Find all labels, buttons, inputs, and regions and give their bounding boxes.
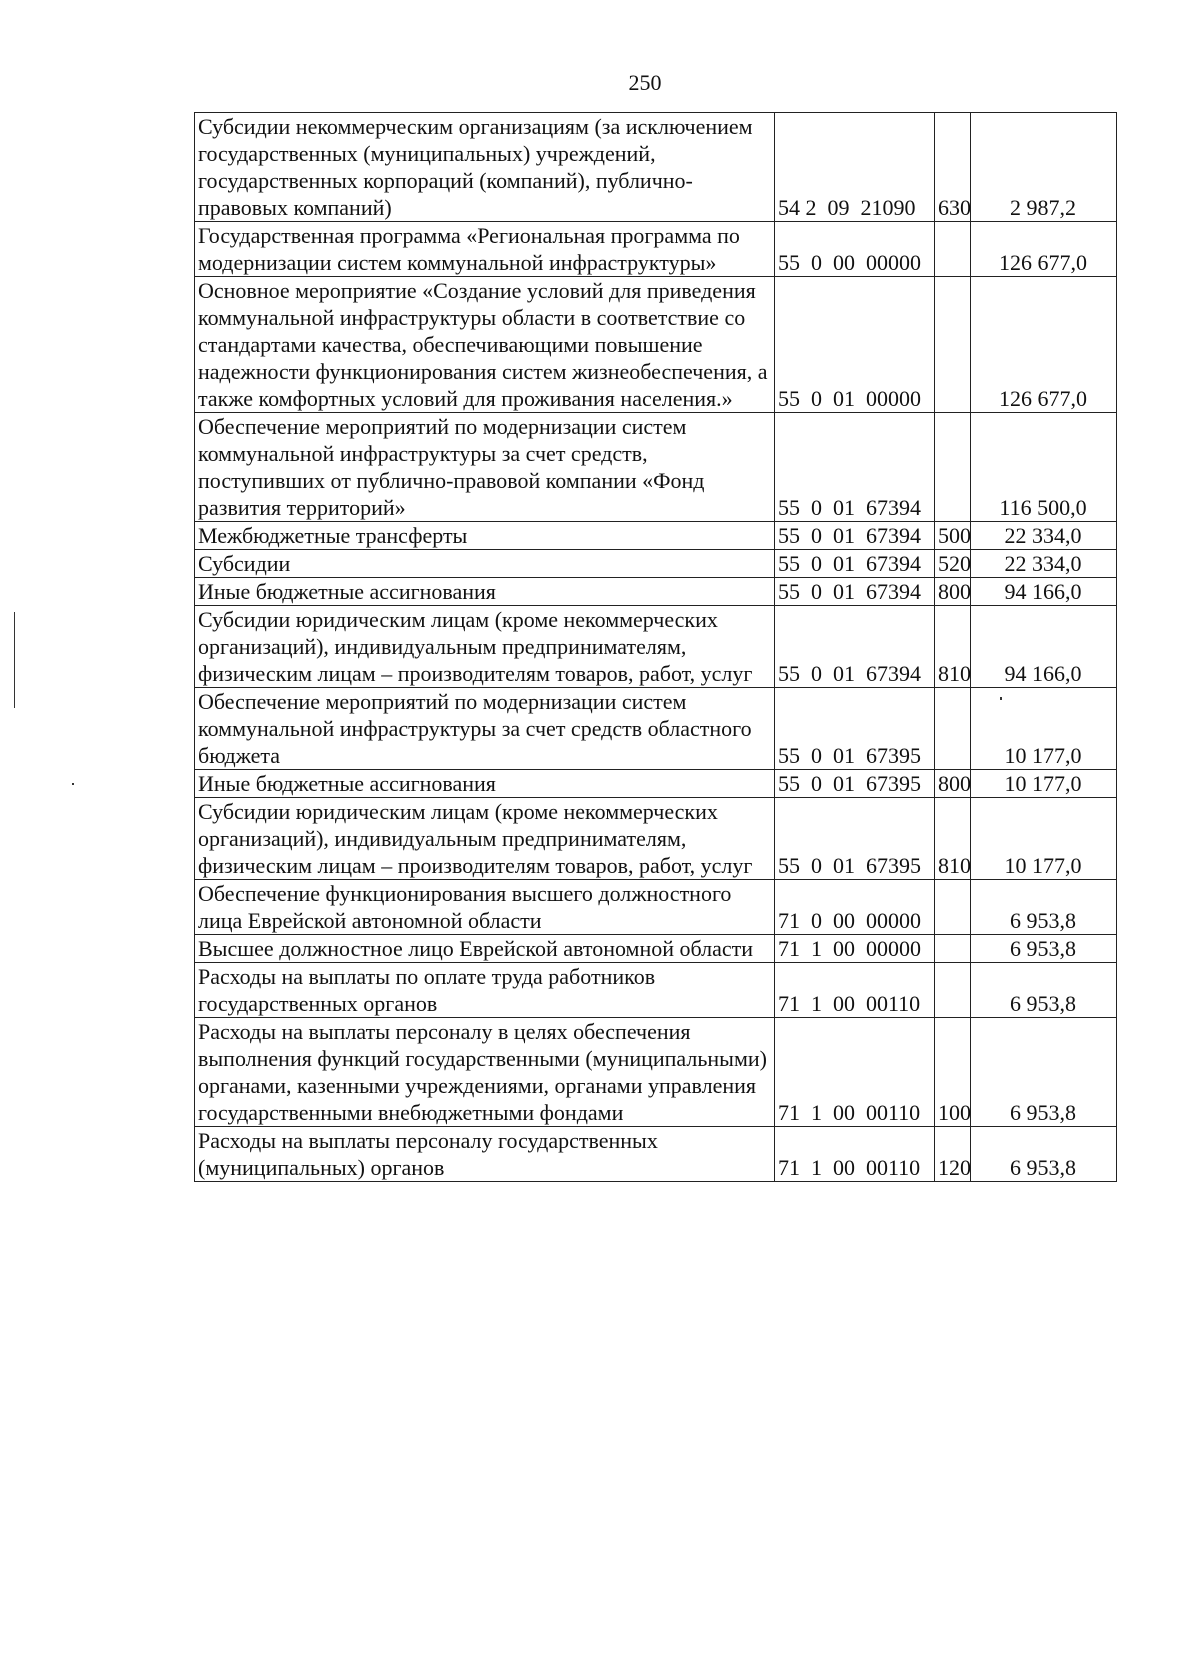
expense-type: 520 <box>935 550 971 578</box>
expense-type: 500 <box>935 522 971 550</box>
table-row <box>195 688 1117 770</box>
expense-type: 810 <box>935 798 971 880</box>
item-name: Субсидии <box>195 550 775 578</box>
expense-type <box>935 688 971 770</box>
item-name: Субсидии юридическим лицам (кроме некоммерческих организаций), индивидуальным предпринимателям, физическим лицам – производителям товаров, работ, услуг <box>195 606 775 688</box>
amount: 2 987,2 <box>971 113 1117 222</box>
item-name: Межбюджетные трансферты <box>195 522 775 550</box>
table-row <box>195 550 1117 578</box>
target-code: 55 0 01 67394 <box>775 578 935 606</box>
target-code: 55 0 01 67394 <box>775 550 935 578</box>
item-name: Обеспечение мероприятий по модернизации систем коммунальной инфраструктуры за счет средств областного бюджета <box>195 688 775 770</box>
item-name: Субсидии некоммерческим организациям (за исключением государственных (муниципальных) учреждений, государственных корпораций (компаний), публично-правовых компаний) <box>195 113 775 222</box>
table-row <box>195 935 1117 963</box>
expense-type <box>935 963 971 1018</box>
scan-mark <box>14 612 15 708</box>
amount: 126 677,0 <box>971 277 1117 413</box>
expense-type <box>935 935 971 963</box>
target-code: 55 0 01 67394 <box>775 413 935 522</box>
amount: 22 334,0 <box>971 550 1117 578</box>
amount: 10 177,0 <box>971 688 1117 770</box>
page-number: 250 <box>628 70 662 95</box>
amount: 126 677,0 <box>971 222 1117 277</box>
item-name: Государственная программа «Региональная программа по модернизации систем коммунальной инфраструктуры» <box>195 222 775 277</box>
target-code: 71 0 00 00000 <box>775 880 935 935</box>
item-name: Расходы на выплаты персоналу в целях обеспечения выполнения функций государственными (муниципальными) органами, казенными учреждениями, органами управления государственными внебюджетными фондами <box>195 1018 775 1127</box>
table-row <box>195 798 1117 880</box>
target-code: 54 2 09 21090 <box>775 113 935 222</box>
table-row <box>195 606 1117 688</box>
target-code: 55 0 00 00000 <box>775 222 935 277</box>
item-name: Расходы на выплаты по оплате труда работников государственных органов <box>195 963 775 1018</box>
target-code: 55 0 01 00000 <box>775 277 935 413</box>
amount: 116 500,0 <box>971 413 1117 522</box>
table-row <box>195 880 1117 935</box>
expense-type <box>935 277 971 413</box>
target-code: 55 0 01 67395 <box>775 798 935 880</box>
amount: 6 953,8 <box>971 935 1117 963</box>
amount: 10 177,0 <box>971 798 1117 880</box>
target-code: 55 0 01 67394 <box>775 606 935 688</box>
target-code: 71 1 00 00000 <box>775 935 935 963</box>
table-row <box>195 277 1117 413</box>
item-name: Обеспечение мероприятий по модернизации систем коммунальной инфраструктуры за счет средств, поступивших от публично-правовой компании «Фонд развития территорий» <box>195 413 775 522</box>
table-row <box>195 522 1117 550</box>
expense-type <box>935 880 971 935</box>
table-row <box>195 113 1117 222</box>
expense-type: 810 <box>935 606 971 688</box>
target-code: 71 1 00 00110 <box>775 963 935 1018</box>
target-code: 55 0 01 67395 <box>775 770 935 798</box>
expense-type: 800 <box>935 578 971 606</box>
item-name: Иные бюджетные ассигнования <box>195 578 775 606</box>
expense-type <box>935 413 971 522</box>
item-name: Субсидии юридическим лицам (кроме некоммерческих организаций), индивидуальным предпринимателям, физическим лицам – производителям товаров, работ, услуг <box>195 798 775 880</box>
budget-table <box>194 112 1117 1182</box>
amount: 6 953,8 <box>971 963 1117 1018</box>
item-name: Высшее должностное лицо Еврейской автономной области <box>195 935 775 963</box>
item-name: Иные бюджетные ассигнования <box>195 770 775 798</box>
expense-type: 100 <box>935 1018 971 1127</box>
table-row <box>195 578 1117 606</box>
table-row <box>195 222 1117 277</box>
table-row <box>195 1018 1117 1127</box>
table-row <box>195 1127 1117 1182</box>
amount: 6 953,8 <box>971 1127 1117 1182</box>
target-code: 55 0 01 67394 <box>775 522 935 550</box>
table-row <box>195 413 1117 522</box>
target-code: 71 1 00 00110 <box>775 1127 935 1182</box>
expense-type: 630 <box>935 113 971 222</box>
amount: 22 334,0 <box>971 522 1117 550</box>
amount: 10 177,0 <box>971 770 1117 798</box>
expense-type: 800 <box>935 770 971 798</box>
amount: 94 166,0 <box>971 578 1117 606</box>
table-row <box>195 963 1117 1018</box>
table-row <box>195 770 1117 798</box>
expense-type: 120 <box>935 1127 971 1182</box>
item-name: Расходы на выплаты персоналу государственных (муниципальных) органов <box>195 1127 775 1182</box>
expense-type <box>935 222 971 277</box>
amount: 94 166,0 <box>971 606 1117 688</box>
amount: 6 953,8 <box>971 880 1117 935</box>
item-name: Обеспечение функционирования высшего должностного лица Еврейской автономной области <box>195 880 775 935</box>
scan-mark <box>72 783 74 785</box>
target-code: 71 1 00 00110 <box>775 1018 935 1127</box>
item-name: Основное мероприятие «Создание условий для приведения коммунальной инфраструктуры области в соответствие со стандартами качества, обеспечивающими повышение надежности функционирования систем жизнеобеспечения, а также комфортных условий для проживания населения.» <box>195 277 775 413</box>
amount: 6 953,8 <box>971 1018 1117 1127</box>
target-code: 55 0 01 67395 <box>775 688 935 770</box>
